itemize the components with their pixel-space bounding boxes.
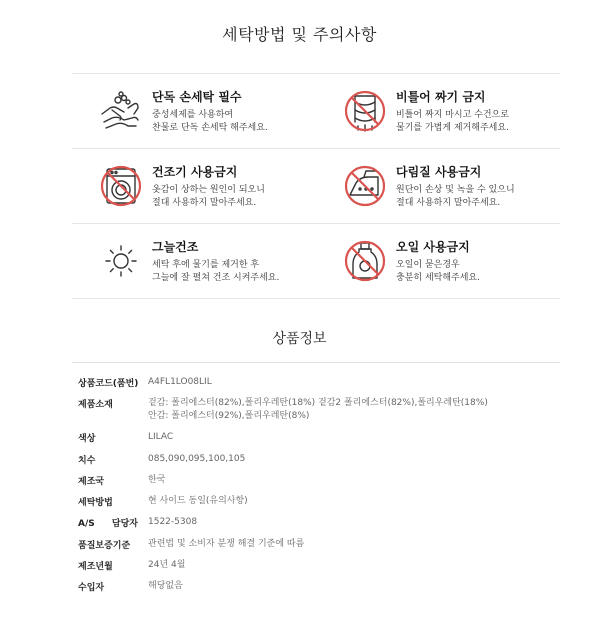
care-section-title: 세탁방법 및 주의사항 bbox=[222, 25, 377, 44]
info-row-country bbox=[72, 474, 560, 495]
care-item-no-tumble-dry bbox=[72, 149, 316, 223]
info-label: 세탁방법 bbox=[78, 498, 113, 509]
info-row-as-contact bbox=[72, 516, 560, 537]
care-item-no-wring bbox=[316, 74, 560, 148]
shade-dry-icon bbox=[98, 238, 144, 284]
care-desc-line: 중성세제를 사용하여 bbox=[152, 110, 234, 120]
info-label: 품질보증기준 bbox=[78, 540, 131, 551]
care-desc-line: 절대 사용하지 말아주세요. bbox=[396, 198, 501, 208]
info-row-color bbox=[72, 431, 560, 452]
care-title-no-oil: 오일 사용금지 bbox=[396, 240, 470, 254]
info-label: 제조국 bbox=[78, 476, 105, 487]
care-desc-line: 비틀어 짜지 마시고 수건으로 bbox=[396, 110, 509, 120]
info-label: A/S 담당자 bbox=[78, 519, 138, 530]
care-desc-line: 옷감이 상하는 원인이 되오니 bbox=[152, 185, 265, 195]
care-desc-line: 오일이 묻은경우 bbox=[396, 260, 460, 270]
info-row-quality-standard bbox=[72, 538, 560, 559]
product-info-table bbox=[72, 376, 560, 602]
care-instructions-grid bbox=[72, 73, 560, 299]
info-value: 한국 bbox=[148, 474, 166, 485]
care-desc-line: 충분히 세탁해주세요. bbox=[396, 273, 480, 283]
info-label: 수입자 bbox=[78, 583, 105, 594]
info-value: 해당없음 bbox=[148, 581, 183, 592]
no-oil-icon bbox=[342, 238, 388, 284]
info-value: 현 사이드 동일(유의사항) bbox=[148, 496, 248, 507]
care-item-no-oil bbox=[316, 224, 560, 298]
info-value: 1522-5308 bbox=[148, 517, 198, 528]
no-wring-icon bbox=[342, 88, 388, 134]
divider bbox=[72, 362, 560, 363]
care-item-no-iron bbox=[316, 149, 560, 223]
info-value-block bbox=[148, 397, 488, 423]
info-label: 제조년월 bbox=[78, 562, 113, 573]
info-label: 색상 bbox=[78, 434, 96, 445]
care-desc-line: 원단이 손상 및 녹을 수 있으니 bbox=[396, 185, 515, 195]
info-row-material bbox=[72, 397, 560, 431]
product-info-title: 상품정보 bbox=[272, 331, 327, 347]
care-title-no-iron: 다림질 사용금지 bbox=[396, 165, 482, 179]
info-row-importer bbox=[72, 580, 560, 601]
info-value: A4FL1LO08LIL bbox=[148, 377, 212, 387]
care-desc-line: 세탁 후에 물기를 제거한 후 bbox=[152, 260, 260, 270]
info-value: 085,090,095,100,105 bbox=[148, 453, 246, 464]
info-value: 겉감: 폴리에스터(82%),폴리우레탄(18%) 겉감2 폴리에스터(82%),폴리우레탄(18%) bbox=[148, 398, 488, 409]
care-title-shade-dry: 그늘건조 bbox=[152, 240, 199, 254]
info-label: 치수 bbox=[78, 455, 96, 466]
info-value: LILAC bbox=[148, 432, 174, 443]
info-row-manufacture-date bbox=[72, 559, 560, 580]
care-item-shade-dry bbox=[72, 224, 316, 298]
care-title-no-tumble-dry: 건조기 사용금지 bbox=[152, 165, 238, 179]
care-desc-line: 절대 사용하지 말아주세요. bbox=[152, 198, 257, 208]
info-label: 상품코드(품번) bbox=[78, 379, 139, 389]
info-row-wash-method bbox=[72, 495, 560, 516]
care-item-hand-wash bbox=[72, 74, 316, 148]
info-value: 안감: 폴리에스터(92%),폴리우레탄(8%) bbox=[148, 411, 310, 422]
care-desc-line: 찬물로 단독 손세탁 해주세요. bbox=[152, 123, 268, 133]
care-title-no-wring: 비틀어 짜기 금지 bbox=[396, 90, 486, 104]
hand-wash-icon bbox=[98, 88, 144, 134]
info-row-product-code bbox=[72, 376, 560, 397]
care-desc-line: 물기를 가볍게 제거해주세요. bbox=[396, 123, 509, 133]
no-iron-icon bbox=[342, 163, 388, 209]
info-row-size bbox=[72, 453, 560, 474]
info-label: 제품소재 bbox=[78, 400, 113, 411]
no-tumble-dry-icon bbox=[98, 163, 144, 209]
care-title-hand-wash: 단독 손세탁 필수 bbox=[152, 90, 242, 104]
info-value: 관련법 및 소비자 분쟁 해결 기준에 따름 bbox=[148, 538, 305, 549]
care-desc-line: 그늘에 잘 펼쳐 건조 시켜주세요. bbox=[152, 273, 280, 283]
info-value: 24년 4월 bbox=[148, 560, 186, 571]
